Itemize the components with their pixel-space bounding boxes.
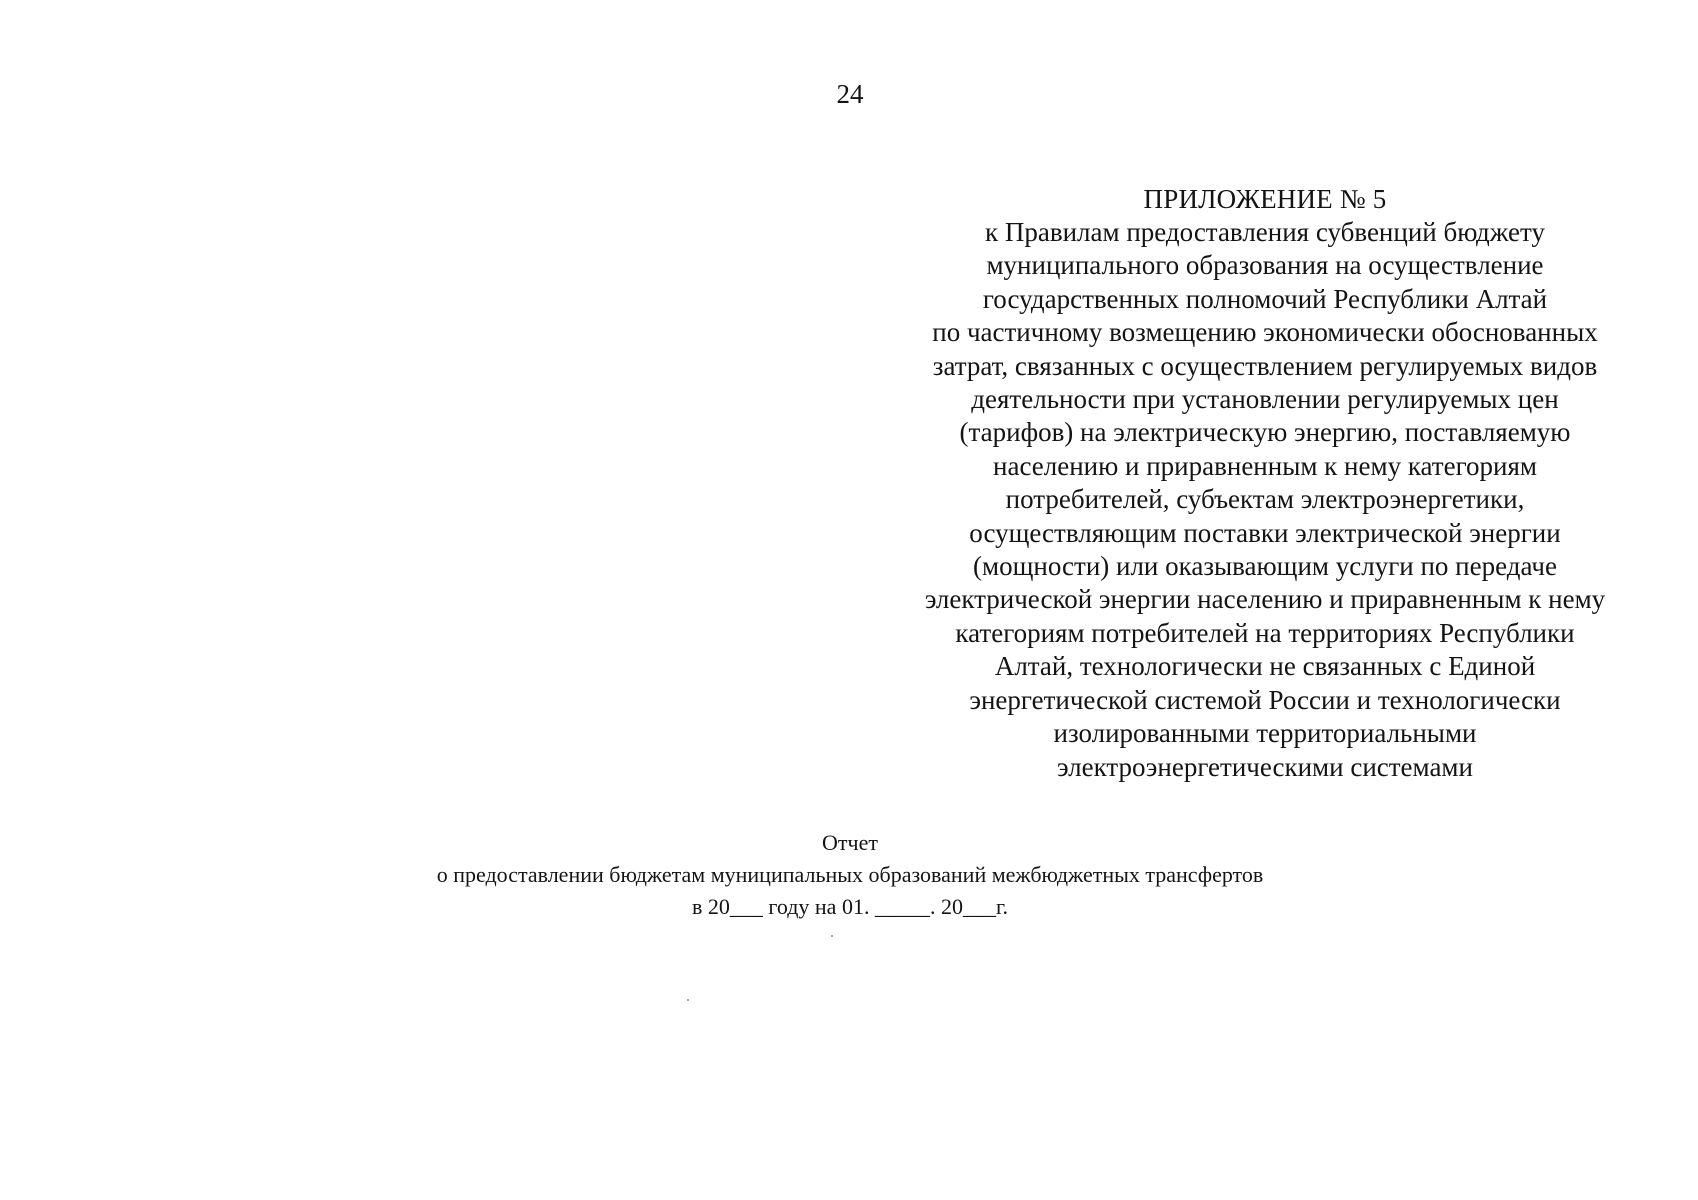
appendix-line: энергетической системой России и технологически (969, 684, 1561, 715)
report-subtitle: о предоставлении бюджетам муниципальных образований межбюджетных трансфертов (436, 862, 1264, 887)
appendix-title: ПРИЛОЖЕНИЕ № 5 (1143, 184, 1387, 214)
report-title: Отчет (822, 830, 878, 855)
appendix-line: изолированными территориальными (1053, 718, 1477, 749)
scan-artifact-dot (831, 935, 833, 937)
scan-artifact-dot (687, 999, 689, 1001)
report-date-line: в 20___ году на 01. _____. 20___г. (691, 894, 1008, 919)
appendix-line: (мощности) или оказывающим услуги по передаче (973, 551, 1557, 582)
report-heading (300, 827, 1400, 923)
appendix-line: электроэнергетическими системами (1057, 751, 1473, 782)
appendix-line: населению и приравненным к нему категориям (993, 450, 1537, 481)
appendix-line: муниципального образования на осуществление (986, 250, 1544, 281)
appendix-line: категориям потребителей на территориях Республики (955, 617, 1575, 648)
appendix-line: (тарифов) на электрическую энергию, поставляемую (959, 417, 1571, 448)
appendix-line: электрической энергии населению и приравненным к нему (924, 584, 1606, 615)
appendix-line: деятельности при установлении регулируемых цен (971, 384, 1559, 415)
page-number: 24 (836, 79, 864, 109)
appendix-line: потребителей, субъектам электроэнергетики, (1005, 484, 1525, 515)
appendix-line: затрат, связанных с осуществлением регулируемых видов (932, 350, 1598, 381)
appendix-line: государственных полномочий Республики Алтай (982, 283, 1548, 314)
appendix-header (855, 182, 1675, 784)
appendix-line: осуществляющим поставки электрической энергии (969, 517, 1561, 548)
appendix-line: к Правилам предоставления субвенций бюджету (985, 217, 1545, 247)
appendix-line: по частичному возмещению экономически обоснованных (932, 317, 1598, 348)
appendix-line: Алтай, технологически не связанных с Единой (994, 651, 1536, 682)
